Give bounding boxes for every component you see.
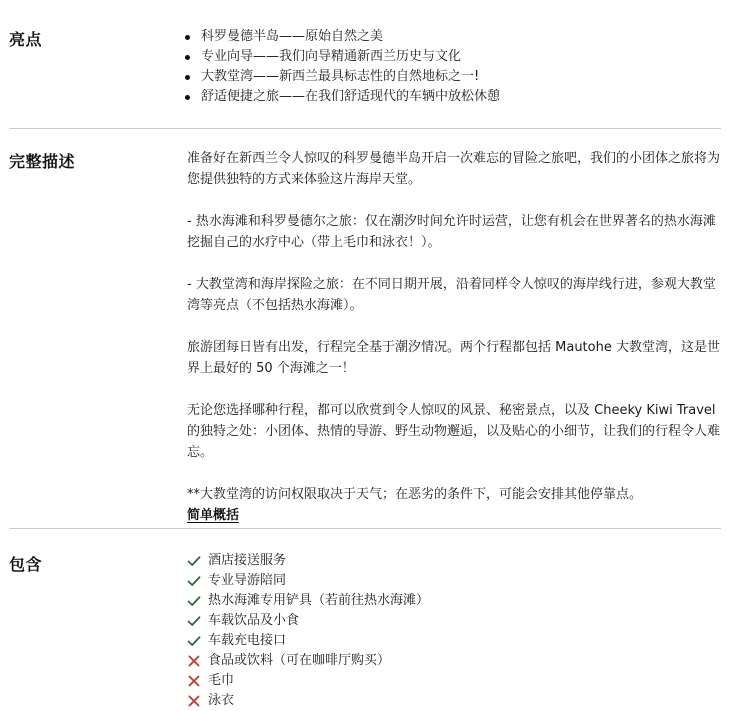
description-body [187,148,723,526]
include-label: 专业导游陪同 [208,573,287,588]
check-icon [187,574,201,588]
include-label: 车载充电接口 [208,633,287,648]
check-icon [187,594,201,608]
description-paragraph: 无论您选择哪种行程，都可以欣赏到令人惊叹的风景、秘密景点，以及 Cheeky Kiwi Travel 的独特之处：小团体、热情的导游、野生动物邂逅，以及贴心的小细节，让我们的行程令人难忘。 [187,403,721,460]
check-icon [187,554,201,568]
include-label: 热水海滩专用铲具（若前往热水海滩） [208,593,430,608]
include-label: 酒店接送服务 [208,553,287,568]
include-label: 毛巾 [208,673,235,688]
summary-link[interactable]: 简单概括 [187,508,240,523]
include-label: 车载饮品及小食 [208,613,300,628]
check-icon [187,614,201,628]
description-paragraph: - 大教堂湾和海岸探险之旅：在不同日期开展，沿着同样令人惊叹的海岸线行进，参观大教堂湾等亮点（不包括热水海滩）。 [187,277,716,313]
description-title: 完整描述 [9,152,76,171]
excluded-item [187,651,429,671]
description-paragraph: - 热水海滩和科罗曼德尔之旅：仅在潮汐时间允许时运营，让您有机会在世界著名的热水海滩挖掘自己的水疗中心（带上毛巾和泳衣！）。 [187,214,716,250]
included-item [187,571,429,591]
includes-list [187,551,429,711]
included-item [187,611,429,631]
highlight-text: 专业向导——我们向导精通新西兰历史与文化 [201,49,462,64]
highlight-item [184,27,500,47]
bullet-icon [185,55,190,60]
include-label: 泳衣 [208,693,235,708]
highlights-list [184,27,500,107]
highlight-item [184,87,500,107]
included-item [187,631,429,651]
highlight-item [184,47,500,67]
cross-icon [187,674,201,688]
highlight-item [184,67,500,87]
highlight-text: 科罗曼德半岛——原始自然之美 [201,29,384,44]
highlights-section [0,0,750,128]
check-icon [187,634,201,648]
bullet-icon [185,35,190,40]
highlight-text: 舒适便捷之旅——在我们舒适现代的车辆中放松休憩 [201,89,501,104]
excluded-item [187,691,429,711]
description-paragraph: 准备好在新西兰令人惊叹的科罗曼德半岛开启一次难忘的冒险之旅吧，我们的小团体之旅将为您提供独特的方式来体验这片海岸天堂。 [187,151,721,187]
includes-section [0,528,750,708]
excluded-item [187,671,429,691]
highlights-title: 亮点 [9,30,43,49]
includes-title: 包含 [9,555,43,574]
include-label: 食品或饮料（可在咖啡厅购买） [208,653,391,668]
included-item [187,591,429,611]
bullet-icon [185,95,190,100]
bullet-icon [185,75,190,80]
description-paragraph: 旅游团每日皆有出发，行程完全基于潮汐情况。两个行程都包括 Mautohe 大教堂湾，这是世界上最好的 50 个海滩之一！ [187,340,720,376]
cross-icon [187,654,201,668]
included-item [187,551,429,571]
weather-note: **大教堂湾的访问权限取决于天气；在恶劣的条件下，可能会安排其他停靠点。 [187,487,643,502]
description-section [0,128,750,528]
highlight-text: 大教堂湾——新西兰最具标志性的自然地标之一! [201,69,480,84]
cross-icon [187,694,201,708]
